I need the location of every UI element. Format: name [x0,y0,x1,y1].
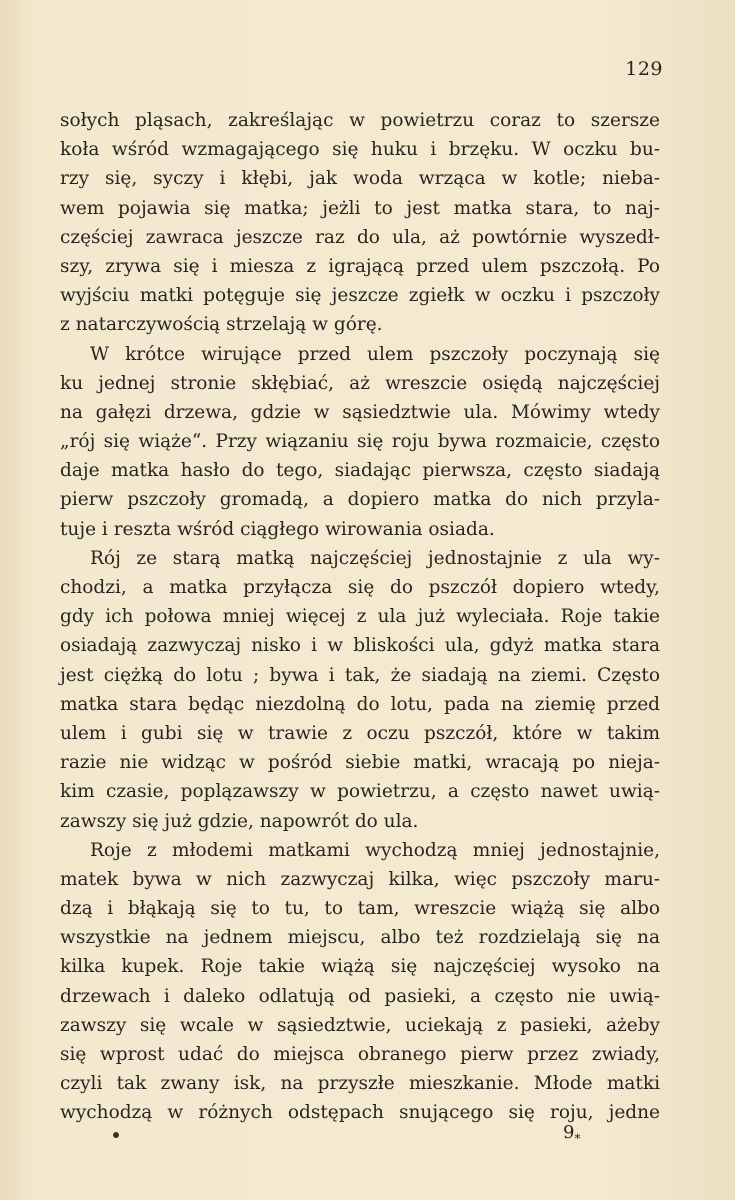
text-line: się wprost udać do miejsca obranego pierw przez zwiady, [60,1044,660,1065]
text-line: kim czasie, poplązawszy w powietrzu, a często nawet uwią- [60,781,660,803]
text-line: zawszy się wcale w sąsiedztwie, uciekają z pasieki, ażeby [60,1014,660,1036]
text-line: tuje i reszta wśród ciągłego wirowania osiada. [60,518,495,540]
body-text [60,106,660,1128]
text-line: Roje z młodemi matkami wychodzą mniej jednostajnie, [90,839,660,861]
text-line: matka stara będąc niezdolną do lotu, pada na ziemię przed [60,693,660,715]
text-line: W krótce wirujące przed ulem pszczoły poczynają się [90,343,660,365]
text-line: sołych pląsach, zakreślając w powietrzu coraz to szersze [60,110,660,131]
text-line: daje matka hasło do tego, siadając pierwsza, często siadają [60,460,660,482]
text-line: wszystkie na jednem miejscu, albo też rozdzielają się na [60,927,660,949]
ink-dot [113,1132,119,1138]
page-number: 129 [625,58,663,80]
text-line: osiadają zazwyczaj nisko i w bliskości ula, gdyż matka stara [60,635,660,657]
text-line: dzą i błąkają się to tu, to tam, wreszcie wiążą się albo [60,898,660,920]
signature-mark: * [574,1131,581,1146]
text-line: szy, zrywa się i miesza z igrającą przed ulem pszczołą. Po [60,255,660,277]
text-line: pierw pszczoły gromadą, a dopiero matka do nich przyla- [60,489,660,511]
text-line: „rój się wiąże“. Przy wiązaniu się roju bywa rozmaicie, często [60,431,660,453]
text-line: czyli tak zwany isk, na przyszłe mieszkanie. Młode matki [60,1073,660,1095]
text-line: chodzi, a matka przyłącza się do pszczół dopiero wtedy, [60,577,660,598]
text-line: wem pojawia się matka; jeżli to jest matka stara, to naj- [60,197,660,219]
text-line: koła wśród wzmagającego się huku i brzęku. W oczku bu- [60,139,660,161]
text-line: wychodzą w różnych odstępach snującego się roju, jedne [60,1102,660,1124]
text-line: gdy ich połowa mniej więcej z ula już wyleciała. Roje takie [60,606,660,628]
text-line: drzewach i daleko odlatują od pasieki, a często nie uwią- [60,985,660,1007]
text-line: zawszy się już gdzie, napowrót do ula. [60,810,419,832]
text-line: z natarczywością strzelają w górę. [60,314,383,336]
text-line: kilka kupek. Roje takie wiążą się najczęściej wysoko na [60,956,660,978]
signature-number: 9 [563,1122,575,1143]
text-line: ulem i gubi się w trawie z oczu pszczół, które w takim [60,722,660,744]
text-line: ku jednej stronie skłębiać, aż wreszcie osiędą najczęściej [60,372,660,394]
printer-signature [563,1122,580,1146]
text-line: na gałęzi drzewa, gdzie w sąsiedztwie ula. Mówimy wtedy [60,401,660,423]
text-line: razie nie widząc w pośród siebie matki, wracają po nieja- [60,752,660,774]
text-line: częściej zawraca jeszcze raz do ula, aż powtórnie wyszedł- [60,226,660,248]
text-line: jest ciężką do lotu ; bywa i tak, że siadają na ziemi. Często [60,664,660,686]
text-line: wyjściu matki potęguje się jeszcze zgiełk w oczku i pszczoły [60,285,660,307]
text-line: matek bywa w nich zazwyczaj kilka, więc pszczoły maru- [60,868,660,890]
text-line: Rój ze starą matką najczęściej jednostajnie z ula wy- [90,547,660,569]
text-line: rzy się, syczy i kłębi, jak woda wrząca w kotle; nieba- [60,168,660,190]
